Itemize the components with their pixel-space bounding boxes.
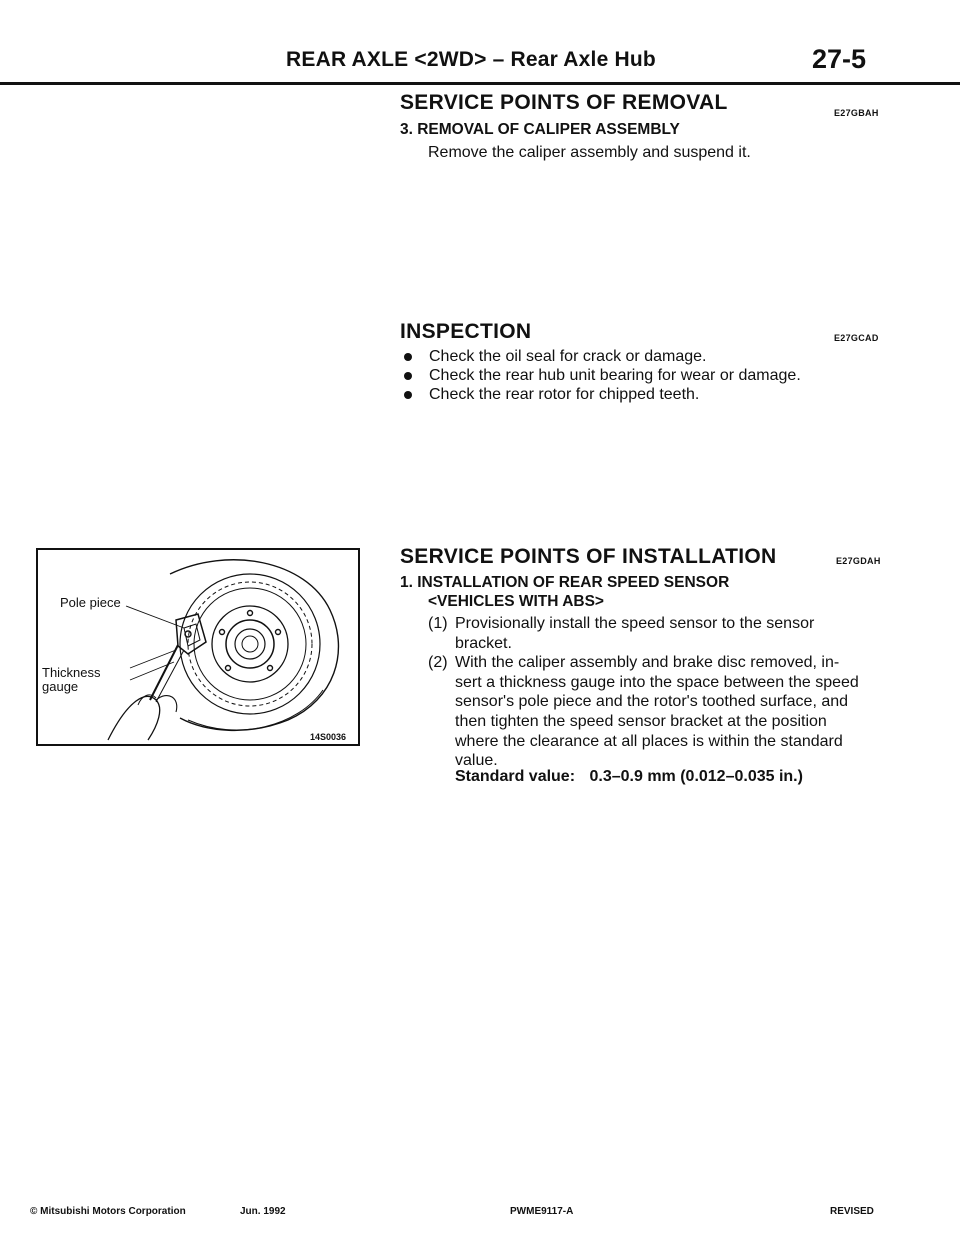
step-line: With the caliper assembly and brake disc removed, in-: [455, 654, 840, 672]
step-line: bracket.: [455, 634, 512, 652]
figure-code: 14S0036: [310, 732, 347, 742]
step-line: Provisionally install the speed sensor to the sensor: [455, 615, 815, 632]
installation-step-subtitle: <VEHICLES WITH ABS>: [428, 593, 604, 610]
inspection-bullet: Check the rear rotor for chipped teeth.: [402, 385, 882, 404]
step-line: sensor's pole piece and the rotor's toothed surface, and: [455, 693, 849, 711]
inspection-code: E27GCAD: [834, 333, 879, 343]
label-gauge: gauge: [42, 679, 79, 694]
step-number: (2): [428, 654, 448, 672]
step-line: where the clearance at all places is within the standard: [455, 732, 843, 750]
inspection-bullet: Check the rear hub unit bearing for wear or damage.: [402, 366, 882, 385]
installation-heading: SERVICE POINTS OF INSTALLATION: [400, 545, 777, 568]
inspection-bullet: Check the oil seal for crack or damage.: [402, 347, 882, 366]
footer-copyright: © Mitsubishi Motors Corporation: [30, 1206, 186, 1217]
footer-doc-code: PWME9117-A: [510, 1206, 574, 1217]
removal-code: E27GBAH: [834, 108, 879, 118]
installation-step-title: 1. INSTALLATION OF REAR SPEED SENSOR: [400, 574, 730, 591]
removal-heading: SERVICE POINTS OF REMOVAL: [400, 91, 728, 114]
header-title: REAR AXLE <2WD> – Rear Axle Hub: [286, 48, 656, 71]
step-line: then tighten the speed sensor bracket at the position: [455, 712, 827, 730]
header-rule: [0, 82, 960, 85]
standard-value-label: Standard value:: [455, 768, 576, 785]
label-pole-piece: Pole piece: [60, 595, 121, 610]
inspection-bullets: [402, 347, 882, 404]
label-thickness: Thickness: [42, 665, 101, 680]
step-line: sert a thickness gauge into the space between the speed: [455, 673, 859, 691]
installation-step: [428, 614, 878, 653]
removal-text: Remove the caliper assembly and suspend it.: [428, 144, 751, 161]
standard-value: 0.3–0.9 mm (0.012–0.035 in.): [589, 768, 803, 785]
step-line: value.: [455, 752, 498, 770]
inspection-heading: INSPECTION: [400, 320, 532, 343]
removal-step-title: 3. REMOVAL OF CALIPER ASSEMBLY: [400, 121, 680, 138]
footer-status: REVISED: [830, 1206, 874, 1217]
figure-rear-speed-sensor: [36, 548, 360, 746]
page-number: 27-5: [812, 44, 867, 74]
installation-step: [428, 653, 878, 771]
standard-value-line: [455, 768, 803, 786]
footer-date: Jun. 1992: [240, 1206, 286, 1217]
step-number: (1): [428, 615, 448, 632]
installation-code: E27GDAH: [836, 556, 881, 566]
rear-hub-rotor-illustration: [38, 550, 358, 744]
installation-steps: [428, 614, 878, 771]
